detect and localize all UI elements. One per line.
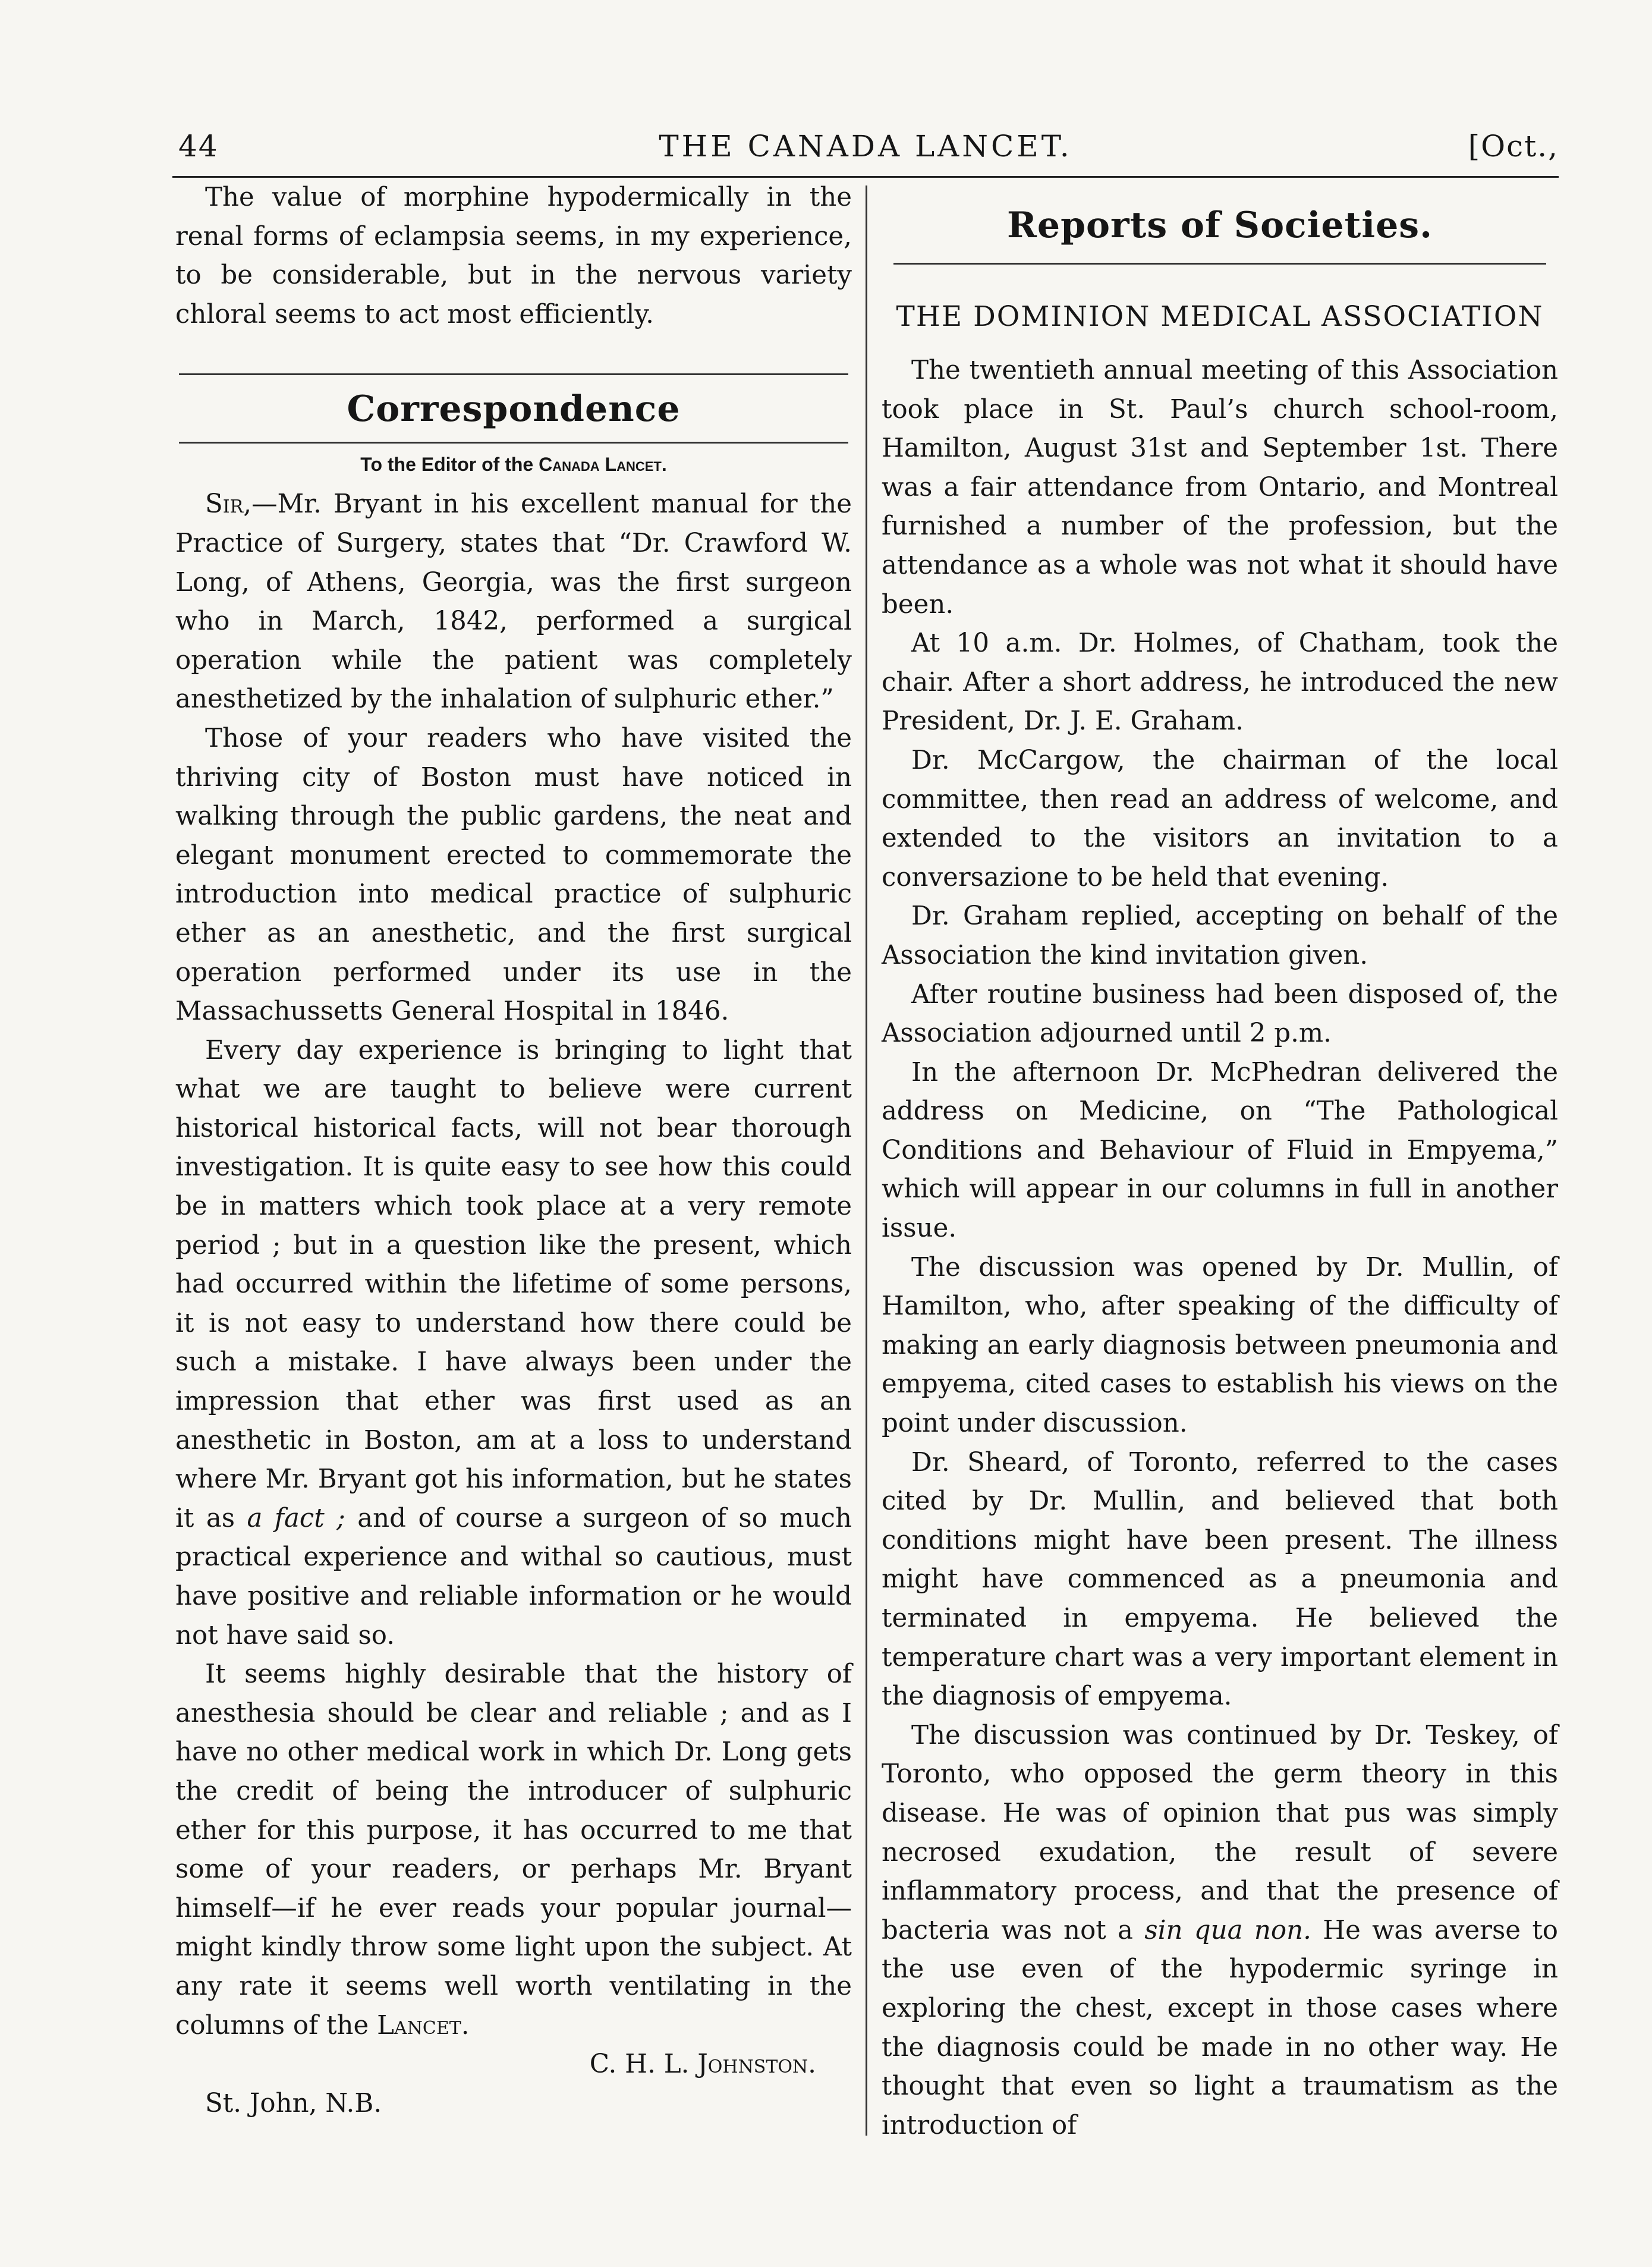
report-paragraph: The discussion was continued by Dr. Teskey, of Toronto, who opposed the germ theory in this disease. He was of opinion that pus was simply necrosed exudation, the result of severe inflammatory process, and that the presence of bacteria was not a sin qua non. He was averse to the use even of the hypodermic syringe in exploring the chest, except in those cases where the diagnosis could be made in no other way. He thought that even so light a traumatism as the introduction of — [882, 1720, 1558, 2140]
association-heading: THE DOMINION MEDICAL ASSOCIATION — [896, 300, 1544, 333]
page-number: 44 — [178, 129, 219, 163]
report-paragraph: At 10 a.m. Dr. Holmes, of Chatham, took the chair. After a short address, he introduced the new President, Dr. J. E. Graham. — [882, 628, 1558, 737]
column-divider — [866, 185, 867, 2136]
report-paragraph: After routine business had been disposed of, the Association adjourned until 2 p.m. — [882, 979, 1558, 1049]
issue-month: [Oct., — [1468, 129, 1559, 163]
reports-title: Reports of Societies. — [1007, 205, 1433, 246]
italic-phrase: sin qua non. — [1144, 1915, 1311, 1945]
addressee-journal: Canada Lancet. — [539, 454, 667, 476]
signature: C. H. L. Johnston. — [589, 2049, 816, 2080]
report-paragraph: Dr. Sheard, of Toronto, referred to the cases cited by Dr. Mullin, and believed that both conditions might have been present. The illness might have commenced as a pneumonia and terminated in empyema. He believed the temperature chart was a very important element in the diagnosis of empyema. — [882, 1447, 1558, 1712]
intro-paragraph: The value of morphine hypodermically in the renal forms of eclampsia seems, in my experience, to be considerable, but in the nervous variety chloral seems to act most efficiently. — [175, 183, 852, 329]
right-column — [882, 178, 1558, 2145]
report-paragraph: Dr. McCargow, the chairman of the local committee, then read an address of welcome, and extended to the visitors an invitation to a conversazione to be held that evening. — [882, 745, 1558, 892]
section-rule — [893, 263, 1546, 265]
report-paragraph: Dr. Graham replied, accepting on behalf of the Association the kind invitation given. — [882, 901, 1558, 970]
journal-name: Lancet. — [377, 2010, 470, 2040]
letter-paragraph: It seems highly desirable that the history of anesthesia should be clear and reliable ; and as I have no other medical work in which Dr. Long gets the credit of being the introducer of sulphuric ether for this purpose, it has occurred to me that some of your readers, or perhaps Mr. Bryant himself—if he ever reads your popular journal—might kindly throw some light upon the subject. At any rate it seems well worth ventilating in the columns of the Lancet. — [175, 1659, 852, 2040]
running-header — [172, 122, 1559, 170]
report-paragraph: The twentieth annual meeting of this Association took place in St. Paul’s church school-room, Hamilton, August 31st and September 1st. There was a fair attendance from Ontario, and Montreal furnished a number of the profession, but the attendance as a whole was not what it should have been. — [882, 356, 1558, 620]
letter-paragraph: Sir,—Mr. Bryant in his excellent manual for the Practice of Surgery, states that “Dr. Crawford W. Long, of Athens, Georgia, was the first surgeon who in March, 1842, performed a surgical operation while the patient was completely anesthetized by the inhalation of sulphuric ether.” — [175, 489, 852, 715]
letter-paragraph: Every day experience is bringing to light that what we are taught to believe were current historical historical facts, will not bear thorough investigation. It is quite easy to see how this could be in matters which took place at a very remote period ; but in a question like the present, which had occurred within the lifetime of some persons, it is not easy to understand how there could be such a mistake. I have always been under the impression that ether was first used as an anesthetic in Boston, am at a loss to understand where Mr. Bryant got his information, but he states it as a fact ; and of course a surgeon of so much practical experience and withal so cautious, must have positive and reliable information or he would not have said so. — [175, 1035, 852, 1650]
addressee-line: To the Editor of the Canada Lancet. — [360, 454, 667, 476]
letter-paragraph: Those of your readers who have visited the thriving city of Boston must have noticed in walking through the public gardens, the neat and elegant monument erected to commemorate the introduction into medical practice of sulphuric ether as an anesthetic, and the first surgical operation performed under its use in the Massachussetts General Hospital in 1846. — [175, 723, 852, 1027]
report-paragraph: In the afternoon Dr. McPhedran delivered the address on Medicine, on “The Pathological Conditions and Behaviour of Fluid in Empyema,” which will appear in our columns in full in another issue. — [882, 1057, 1558, 1244]
place-line: St. John, N.B. — [205, 2088, 382, 2118]
journal-title: THE CANADA LANCET. — [659, 129, 1072, 163]
left-column — [175, 178, 852, 2123]
correspondence-title: Correspondence — [347, 388, 681, 430]
section-rule — [179, 373, 848, 375]
italic-phrase: a fact ; — [247, 1503, 345, 1533]
salutation: Sir, — [205, 489, 252, 520]
report-paragraph: The discussion was opened by Dr. Mullin, of Hamilton, who, after speaking of the difficulty of making an early diagnosis between pneumonia and empyema, cited cases to establish his views on the point under discussion. — [882, 1252, 1558, 1439]
header-rule — [172, 176, 1559, 178]
